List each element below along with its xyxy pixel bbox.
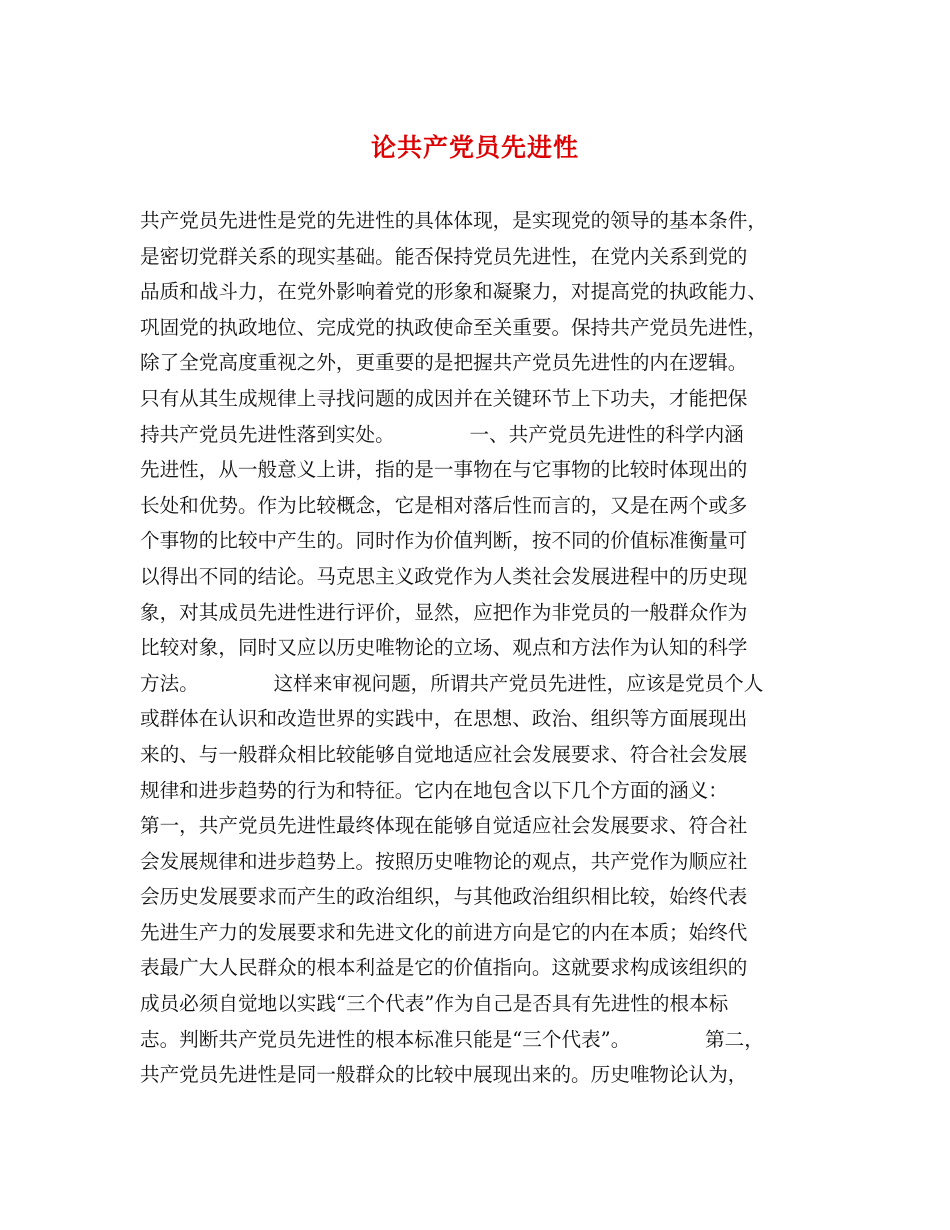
body-line: 共产党员先进性是党的先进性的具体体现，是实现党的领导的基本条件， bbox=[140, 209, 767, 232]
body-line: 个事物的比较中产生的。同时作为价值判断，按不同的价值标准衡量可 bbox=[140, 529, 748, 553]
body-line: 持共产党员先进性落到实处。 一、共产党员先进性的科学内涵 bbox=[140, 422, 744, 446]
document-title: 论共产党员先进性 bbox=[370, 133, 579, 162]
body-line: 表最广大人民群众的根本利益是它的价值指向。这就要求构成该组织的 bbox=[140, 956, 748, 980]
body-line: 先进性，从一般意义上讲，指的是一事物在与它事物的比较时体现出的 bbox=[140, 458, 748, 482]
body-line: 是密切党群关系的现实基础。能否保持党员先进性，在党内关系到党的 bbox=[140, 244, 748, 268]
body-line: 除了全党高度重视之外，更重要的是把握共产党员先进性的内在逻辑。 bbox=[140, 351, 748, 375]
body-line: 象，对其成员先进性进行评价，显然，应把作为非党员的一般群众作为 bbox=[140, 600, 748, 624]
body-line: 成员必须自觉地以实践“三个代表”作为自己是否具有先进性的根本标 bbox=[140, 992, 729, 1016]
body-line: 方法。 这样来审视问题，所谓共产党员先进性，应该是党员个人 bbox=[140, 671, 764, 695]
document-body bbox=[140, 203, 830, 1093]
body-line: 来的、与一般群众相比较能够自觉地适应社会发展要求、符合社会发展 bbox=[140, 742, 748, 766]
body-line: 会发展规律和进步趋势上。按照历史唯物论的观点，共产党作为顺应社 bbox=[140, 849, 748, 873]
body-line: 巩固党的执政地位、完成党的执政使命至关重要。保持共产党员先进性， bbox=[140, 315, 767, 339]
body-line: 规律和进步趋势的行为和特征。它内在地包含以下几个方面的涵义： bbox=[140, 778, 728, 802]
body-line: 会历史发展要求而产生的政治组织，与其他政治组织相比较，始终代表 bbox=[140, 885, 748, 909]
body-line: 共产党员先进性是同一般群众的比较中展现出来的。历史唯物论认为， bbox=[140, 1063, 748, 1087]
body-line: 先进生产力的发展要求和先进文化的前进方向是它的内在本质；始终代 bbox=[140, 920, 748, 944]
body-line: 品质和战斗力，在党外影响着党的形象和凝聚力，对提高党的执政能力、 bbox=[140, 280, 767, 304]
body-line: 或群体在认识和改造世界的实践中，在思想、政治、组织等方面展现出 bbox=[140, 707, 748, 731]
body-line: 比较对象，同时又应以历史唯物论的立场、观点和方法作为认知的科学 bbox=[140, 636, 748, 660]
body-line: 第一，共产党员先进性最终体现在能够自觉适应社会发展要求、符合社 bbox=[140, 814, 748, 838]
body-line: 长处和优势。作为比较概念，它是相对落后性而言的，又是在两个或多 bbox=[140, 493, 748, 517]
body-line: 志。判断共产党员先进性的根本标准只能是“三个代表”。 第二， bbox=[140, 1027, 764, 1051]
body-line: 只有从其生成规律上寻找问题的成因并在关键环节上下功夫，才能把保 bbox=[140, 386, 748, 410]
body-line: 以得出不同的结论。马克思主义政党作为人类社会发展进程中的历史现 bbox=[140, 564, 748, 588]
